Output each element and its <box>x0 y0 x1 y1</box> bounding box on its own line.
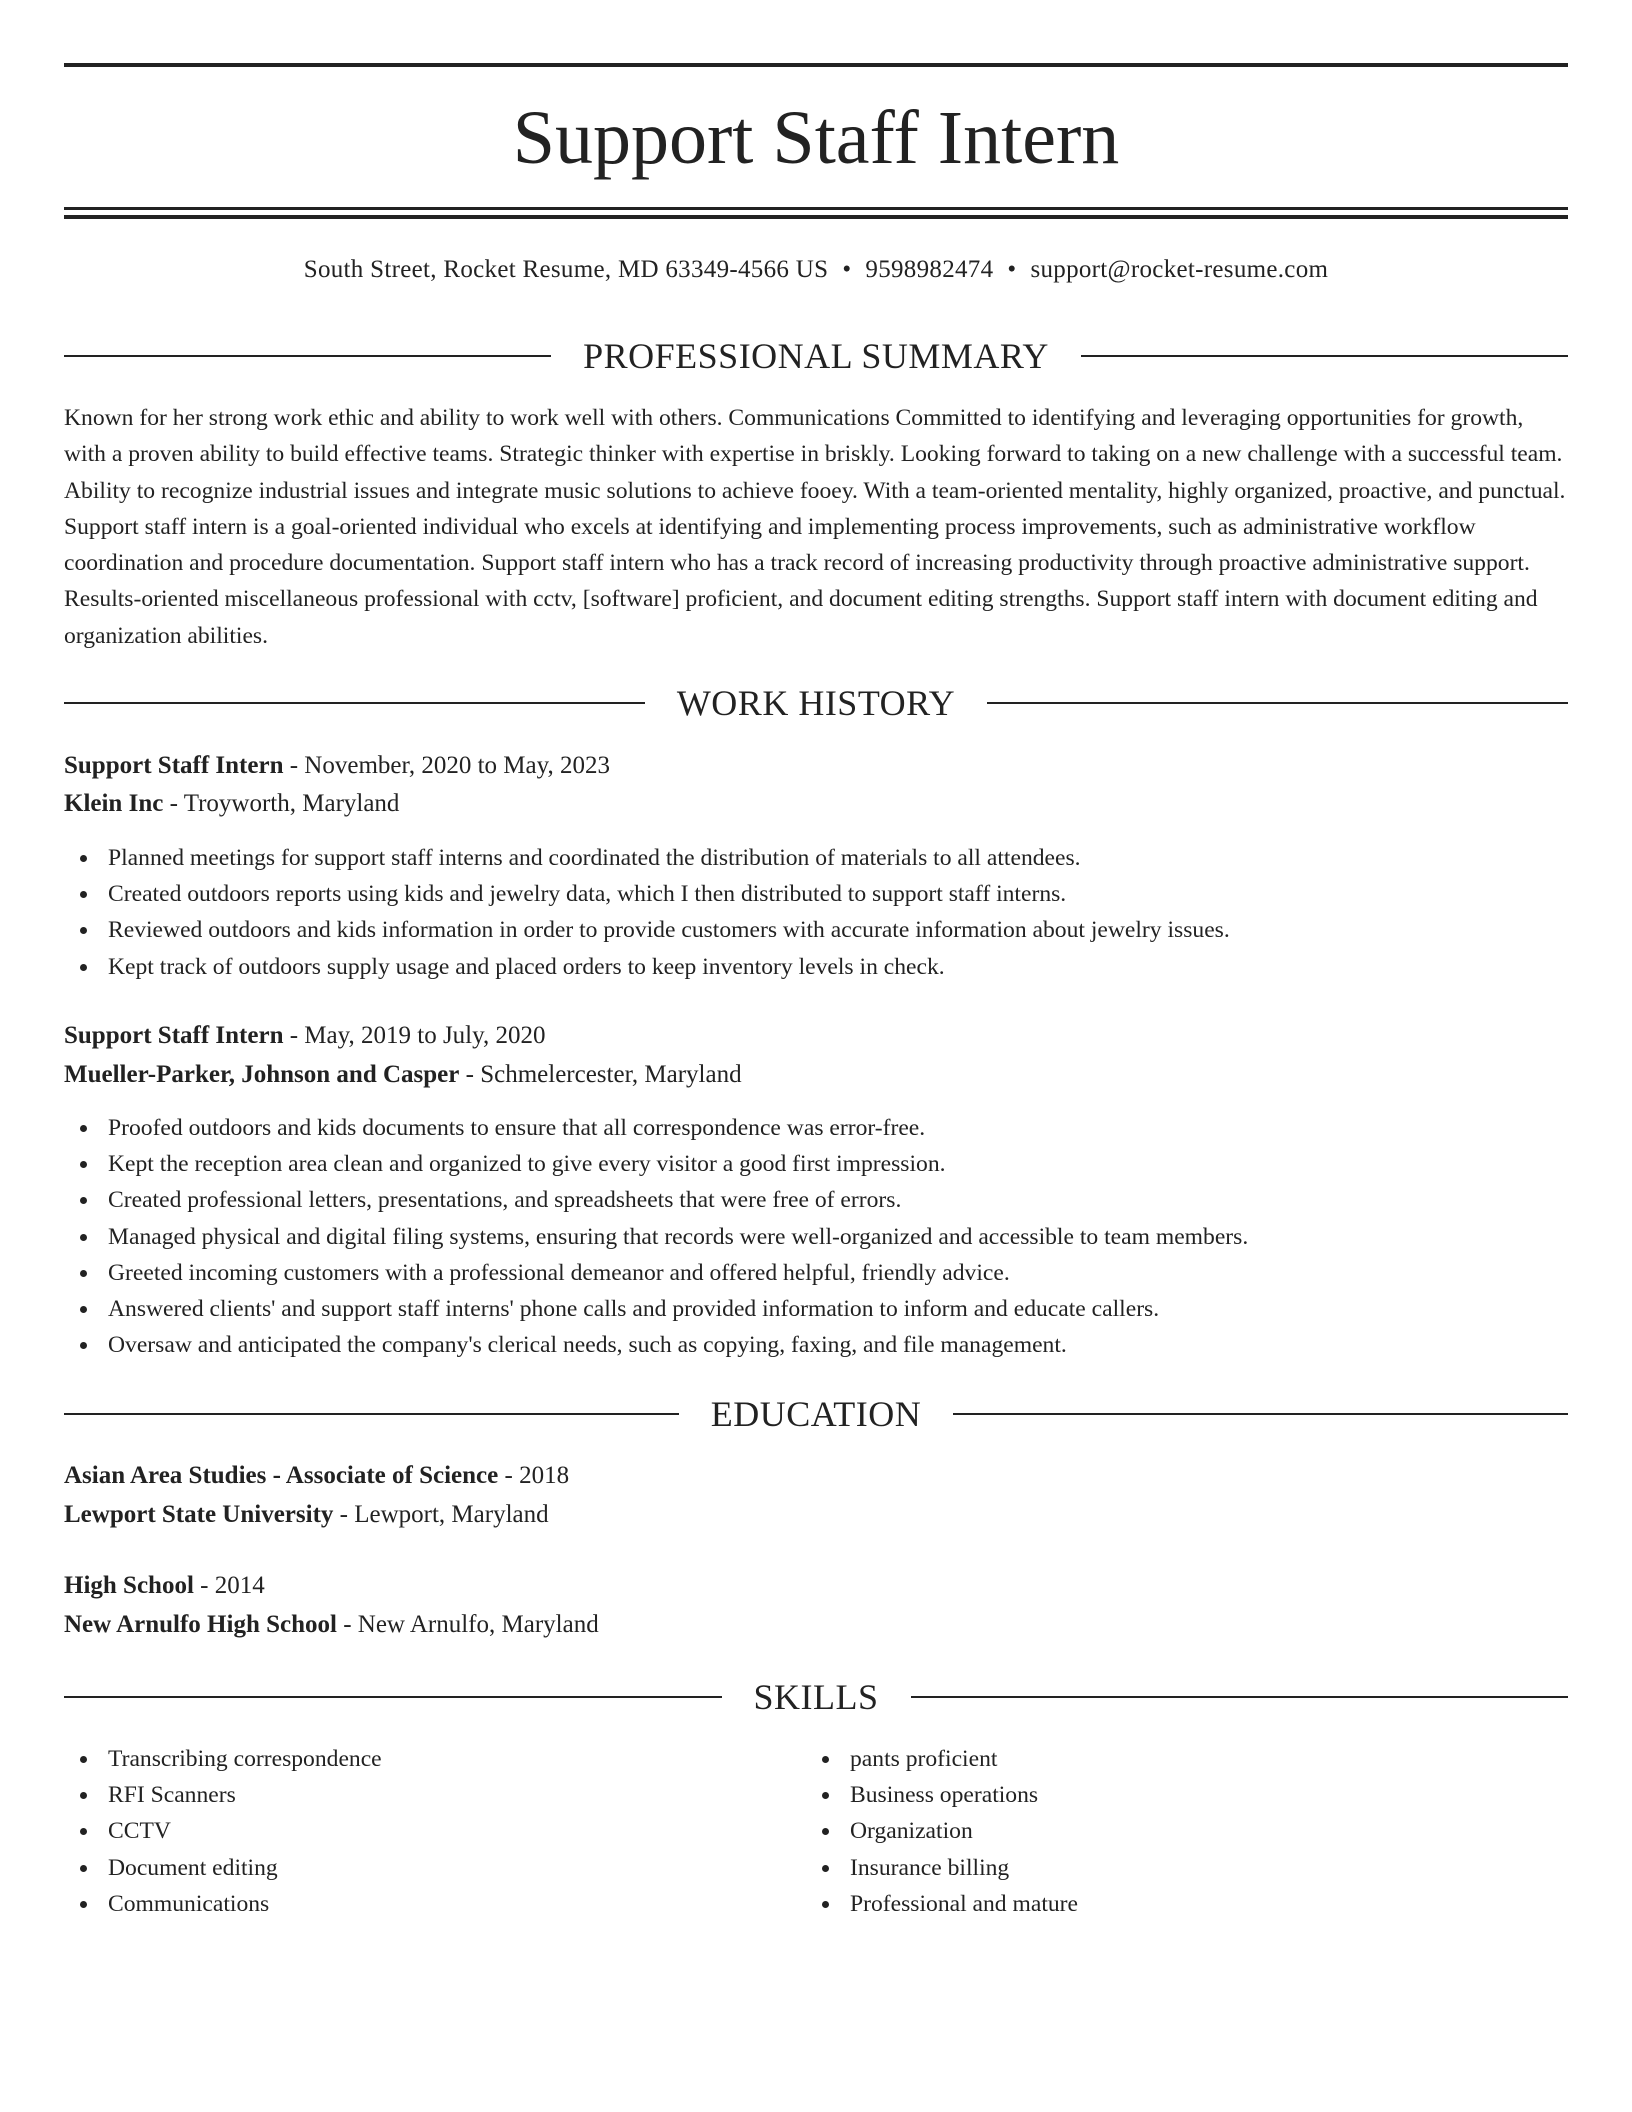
skill-item: pants proficient <box>806 1741 1078 1777</box>
education-school: New Arnulfo High School <box>64 1611 337 1638</box>
education-degree: Asian Area Studies - Associate of Science <box>64 1462 499 1489</box>
section-header-summary <box>64 334 1568 378</box>
skill-item: Communications <box>64 1886 382 1922</box>
section-title: PROFESSIONAL SUMMARY <box>583 336 1049 376</box>
education-degree-line <box>64 1458 1568 1494</box>
section-title: WORK HISTORY <box>676 683 956 723</box>
section-rule <box>911 1696 1569 1698</box>
list-item: Planned meetings for support staff interns and coordinated the distribution of materials to all attendees. <box>64 840 1230 876</box>
skill-item: Organization <box>806 1813 1078 1849</box>
section-rule <box>64 1413 679 1415</box>
contact-separator: • <box>842 256 852 283</box>
list-item: Kept the reception area clean and organized to give every visitor a good first impression. <box>64 1146 1248 1182</box>
summary-text: Known for her strong work ethic and ability to work well with others. Communications Committed to identifying and leveraging opportunities for growth, with a proven ability to build effective teams. Strategic thinker with expertise in briskly. Looking forward to taking on a new challenge with a successful team. Ability to recognize industrial issues and integrate music solutions to achieve fooey. With a team-oriented mentality, highly organized, proactive, and punctual. Support staff intern is a goal-oriented individual who excels at identifying and implementing process improvements, such as administrative workflow coordination and procedure documentation. Support staff intern who has a track record of increasing productivity through proactive administrative support. Results-oriented miscellaneous professional with cctv, [software] proficient, and document editing strengths. Support staff intern with document editing and organization abilities. <box>64 405 1566 649</box>
skill-item: Business operations <box>806 1777 1078 1813</box>
education-location: - Lewport, Maryland <box>333 1501 549 1528</box>
education-location: - New Arnulfo, Maryland <box>336 1611 599 1638</box>
education-school-line <box>64 1607 1568 1643</box>
education-school: Lewport State University <box>64 1501 334 1528</box>
section-header-work-history <box>64 681 1568 725</box>
list-item: Kept track of outdoors supply usage and placed orders to keep inventory levels in check. <box>64 949 1230 985</box>
section-rule <box>64 355 551 357</box>
top-rule <box>64 63 1568 67</box>
section-rule <box>64 1696 722 1698</box>
contact-phone: 9598982474 <box>865 256 994 283</box>
education-school-line <box>64 1497 1568 1533</box>
section-rule <box>1081 355 1568 357</box>
job-title-line <box>64 748 1568 784</box>
list-item: Greeted incoming customers with a professional demeanor and offered helpful, friendly advice. <box>64 1255 1248 1291</box>
job-location: - Schmelercester, Maryland <box>459 1061 742 1088</box>
job-role: Support Staff Intern <box>64 752 284 779</box>
list-item: Oversaw and anticipated the company's clerical needs, such as copying, faxing, and file management. <box>64 1327 1248 1363</box>
job-company: Klein Inc <box>64 790 164 817</box>
job-bullets <box>64 840 1230 985</box>
job-company: Mueller-Parker, Johnson and Casper <box>64 1061 460 1088</box>
education-degree: High School <box>64 1572 194 1599</box>
section-title: EDUCATION <box>710 1394 922 1434</box>
job-company-line <box>64 1057 1568 1093</box>
job-bullets <box>64 1110 1248 1363</box>
skills-list-right <box>806 1741 1078 1922</box>
job-role: Support Staff Intern <box>64 1022 284 1049</box>
list-item: Created outdoors reports using kids and jewelry data, which I then distributed to support staff interns. <box>64 876 1230 912</box>
list-item: Created professional letters, presentations, and spreadsheets that were free of errors. <box>64 1182 1248 1218</box>
job-title-line <box>64 1018 1568 1054</box>
education-year: - 2014 <box>193 1572 265 1599</box>
section-rule <box>987 702 1568 704</box>
list-item: Answered clients' and support staff interns' phone calls and provided information to inform and educate callers. <box>64 1291 1248 1327</box>
list-item: Proofed outdoors and kids documents to ensure that all correspondence was error-free. <box>64 1110 1248 1146</box>
contact-address: South Street, Rocket Resume, MD 63349-4566 US <box>303 256 829 283</box>
skill-item: Professional and mature <box>806 1886 1078 1922</box>
resume-name: Support Staff Intern <box>512 96 1120 180</box>
contact-line <box>64 252 1568 288</box>
job-dates: - November, 2020 to May, 2023 <box>283 752 610 779</box>
skill-item: Transcribing correspondence <box>64 1741 382 1777</box>
contact-separator: • <box>1007 256 1017 283</box>
job-company-line <box>64 786 1568 822</box>
job-location: - Troyworth, Maryland <box>163 790 400 817</box>
contact-email: support@rocket-resume.com <box>1030 256 1329 283</box>
double-rule <box>64 207 1568 219</box>
section-rule <box>64 702 645 704</box>
skills-list-left <box>64 1741 382 1922</box>
skill-item: Document editing <box>64 1850 382 1886</box>
list-item: Reviewed outdoors and kids information in order to provide customers with accurate information about jewelry issues. <box>64 912 1230 948</box>
section-title: SKILLS <box>753 1677 879 1717</box>
skill-item: RFI Scanners <box>64 1777 382 1813</box>
education-year: - 2018 <box>498 1462 570 1489</box>
skill-item: Insurance billing <box>806 1850 1078 1886</box>
education-degree-line <box>64 1568 1568 1604</box>
job-dates: - May, 2019 to July, 2020 <box>283 1022 546 1049</box>
section-header-skills <box>64 1675 1568 1719</box>
skill-item: CCTV <box>64 1813 382 1849</box>
list-item: Managed physical and digital filing systems, ensuring that records were well-organized and accessible to team members. <box>64 1219 1248 1255</box>
section-header-education <box>64 1392 1568 1436</box>
section-rule <box>953 1413 1568 1415</box>
